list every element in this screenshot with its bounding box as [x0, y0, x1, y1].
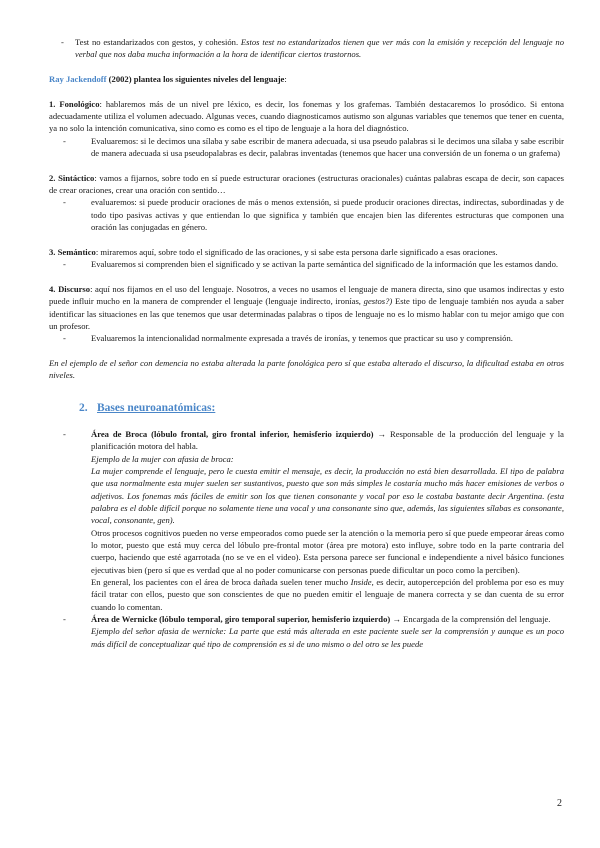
broca-bullet: [49, 428, 564, 453]
level-bullet-text: evaluaremos: si puede producir oraciones de más o menos extensión, si puede producir oraciones directas, indirectas, subordinadas y de todo tipo pasivas activas y que entiendan lo que significa y también que encajen bien las diferentes estructuras que componen una oración las conjugadas en género.: [91, 197, 564, 233]
level-text: : hablaremos más de un nivel pre léxico, es decir, los fonemas y los grafemas. También destacaremos lo prosódico. Si entona adecuadamente utiliza el volumen adecuado. Algunas veces, cuando diagnosticamos autismo son algunas variables que tenemos que tener en cuenta, ya no solo la intención comunicativa, sino como es como es el tipo de lenguaje a la hora del diagnóstico.: [49, 98, 564, 134]
wernicke-bullet: [49, 613, 564, 625]
bullet-dash: -: [63, 614, 66, 625]
bullet-dash: -: [63, 259, 66, 270]
level-title: Sintáctico: [58, 172, 95, 183]
author-name: Ray Jackendoff: [49, 74, 107, 85]
section-heading: [49, 400, 564, 416]
jackendoff-heading: (2002) plantea los siguientes niveles del lenguaje: [106, 74, 285, 85]
level-fonologico-bullet: [49, 135, 564, 160]
wernicke-text: Encargada de la comprensión del lenguaje.: [403, 614, 551, 625]
level-number: 4.: [49, 283, 56, 294]
intro-bullet: [49, 36, 564, 61]
wernicke-example-text: Ejemplo del señor afasia de wernicke: La parte que está más alterada en este paciente suele ser la comprensión y aunque es un poco más difícil de conceptualizar qué tipo de comprensión es si de uno mismo o del otro se les puede: [91, 626, 564, 649]
level-bullet-text: Evaluaremos: si le decimos una sílaba y sabe escribir de manera adecuada, si usa pseudo palabras si le decimos una sílaba y sabe escribir de manera adecuada si usa pseudopalabras es decir, palabras inventadas (tenemos que hacer una conversión de un fonema o un grafema): [91, 135, 564, 159]
jackendoff-intro: [49, 73, 564, 85]
wernicke-example: [49, 625, 564, 650]
level-semantico: [49, 246, 564, 258]
level-number: 2.: [49, 172, 56, 183]
level-text-after: Este tipo de lenguaje también nos ayuda a saber identificar las situaciones en las que tenemos que usar determinadas palabras o tipos de lenguaje no es lo mismo hablar con tu mejor amigo que con un profesor.: [49, 296, 564, 331]
level-text: : miraremos aquí, sobre todo el significado de las oraciones, y si sabe esta persona darle significado a esas oraciones.: [95, 246, 498, 257]
level-text: : vamos a fijarnos, sobre todo en sí puede estructurar oraciones (estructuras oracionales) cuántas palabras escapa de decir, son capaces de crear oraciones, crear una oración con sentido…: [49, 172, 564, 196]
level-fonologico: [49, 98, 564, 135]
level-sintactico: [49, 172, 564, 197]
level-number: 3.: [49, 246, 56, 257]
broca-example: [49, 465, 564, 527]
section-number: 2.: [79, 401, 88, 414]
page-content: [49, 36, 564, 650]
bullet-dash: -: [63, 135, 66, 146]
level-discurso: [49, 283, 564, 332]
level-semantico-bullet: [49, 258, 564, 270]
section-title: Bases neuroanatómicas:: [97, 401, 216, 414]
wernicke-title: Área de Wernicke (lóbulo temporal, giro temporal superior, hemisferio izquierdo): [91, 614, 391, 625]
level-title: Discurso: [58, 283, 91, 294]
broca-example-label-text: Ejemplo de la mujer con afasia de broca:: [91, 453, 234, 464]
level-title: Semántico: [57, 246, 96, 257]
broca-text: Responsable de la producción del lenguaje y la planificación motora del habla.: [91, 428, 565, 452]
bullet-dash: -: [63, 197, 66, 208]
intro-bullet-text: Test no estandarizados con gestos, y cohesión.: [75, 37, 241, 47]
level-sintactico-bullet: [49, 196, 564, 233]
arrow-symbol: →: [373, 428, 390, 439]
broca-para2-italic: Inside: [350, 577, 372, 588]
broca-title: Área de Broca (lóbulo frontal, giro frontal inferior, hemisferio izquierdo): [91, 428, 374, 439]
broca-para1-text: Otros procesos cognitivos pueden no verse empeorados como puede ser la atención o la memoria pero sí que puede empeorar áreas como lo motor, puesto que está muy cerca del lóbulo pre-frontal motor (área pre motora) esto influye, sobre todo en la parte contraria del cuerpo, haciendo que esté agarrotada (no se ve en el video). Esta persona parece ser funcional e independiente a nivel básico funciones ejecutivas bien (pero sí que es verdad que al no poder comunicarse con personas puede dificultar un poco como la perciben).: [91, 527, 564, 575]
level-text-italic: gestos?): [363, 296, 393, 307]
broca-para2-rest: , es decir, autopercepción del problema por eso es muy fácil tratar con ellos, puesto que son conscientes de que no pueden emitir el lenguaje de manera correcta y se dan cuenta de su error cuando lo comentan.: [91, 577, 564, 612]
jackendoff-colon: :: [284, 74, 287, 85]
level-bullet-text: Evaluaremos la intencionalidad normalmente expresada a través de ironías, y tenemos que practicar su uso y comprensión.: [91, 333, 513, 344]
broca-para2-text: En general, los pacientes con el área de broca dañada suelen tener mucho: [91, 577, 351, 588]
level-bullet-text: Evaluaremos si comprenden bien el significado y se activan la parte semántica del significado de la información que les estamos dando.: [91, 259, 559, 270]
page-number: 2: [557, 798, 562, 809]
bullet-dash: -: [63, 333, 66, 344]
broca-para1: [49, 527, 564, 576]
broca-example-label: [49, 453, 564, 465]
dementia-note: [49, 357, 564, 382]
level-text: : aquí nos fijamos en el uso del lenguaje. Nosotros, a veces no usamos el lenguaje de manera directa, sino que usamos indirectas y esto puede influir mucho en la manera de comprender el lenguaje (lenguaje indirecto, ironías,: [49, 283, 564, 307]
bullet-dash: -: [63, 428, 66, 439]
broca-para2: [49, 576, 564, 613]
level-title: Fonológico: [59, 98, 100, 109]
level-discurso-bullet: [49, 332, 564, 344]
level-number: 1.: [49, 98, 56, 109]
broca-example-text: La mujer comprende el lenguaje, pero le cuesta emitir el mensaje, es decir, la producción no está bien desarrollada. El tipo de palabra que usa normalmente esta mujer suelen ser sustantivos, puesto que son más simples le costaría mucho más hacer emisiones de verbos o adjetivos. Los fonemas más fáciles de emitir son los que tienen consonante y vocal por eso le costaba bastante decir Argentina. (esta palabra es el doble difícil porque no solamente tiene una vocal y una consonante sino que, además, las siguientes sílabas es consonante, vocal, consonante, gen).: [91, 466, 564, 526]
bullet-dash: -: [61, 37, 64, 47]
dementia-note-text: En el ejemplo de el señor con demencia no estaba alterada la parte fonológica pero sí que estaba alterado el discurso, la dificultad estaba en otros niveles.: [49, 357, 564, 381]
arrow-symbol: →: [390, 614, 404, 625]
intro-bullet-italic: Estos test no estandarizados tienen que ver más con la emisión y recepción del lenguaje no verbal que nos daba mucha información a la hora de identificar ciertos trastornos.: [75, 37, 564, 60]
